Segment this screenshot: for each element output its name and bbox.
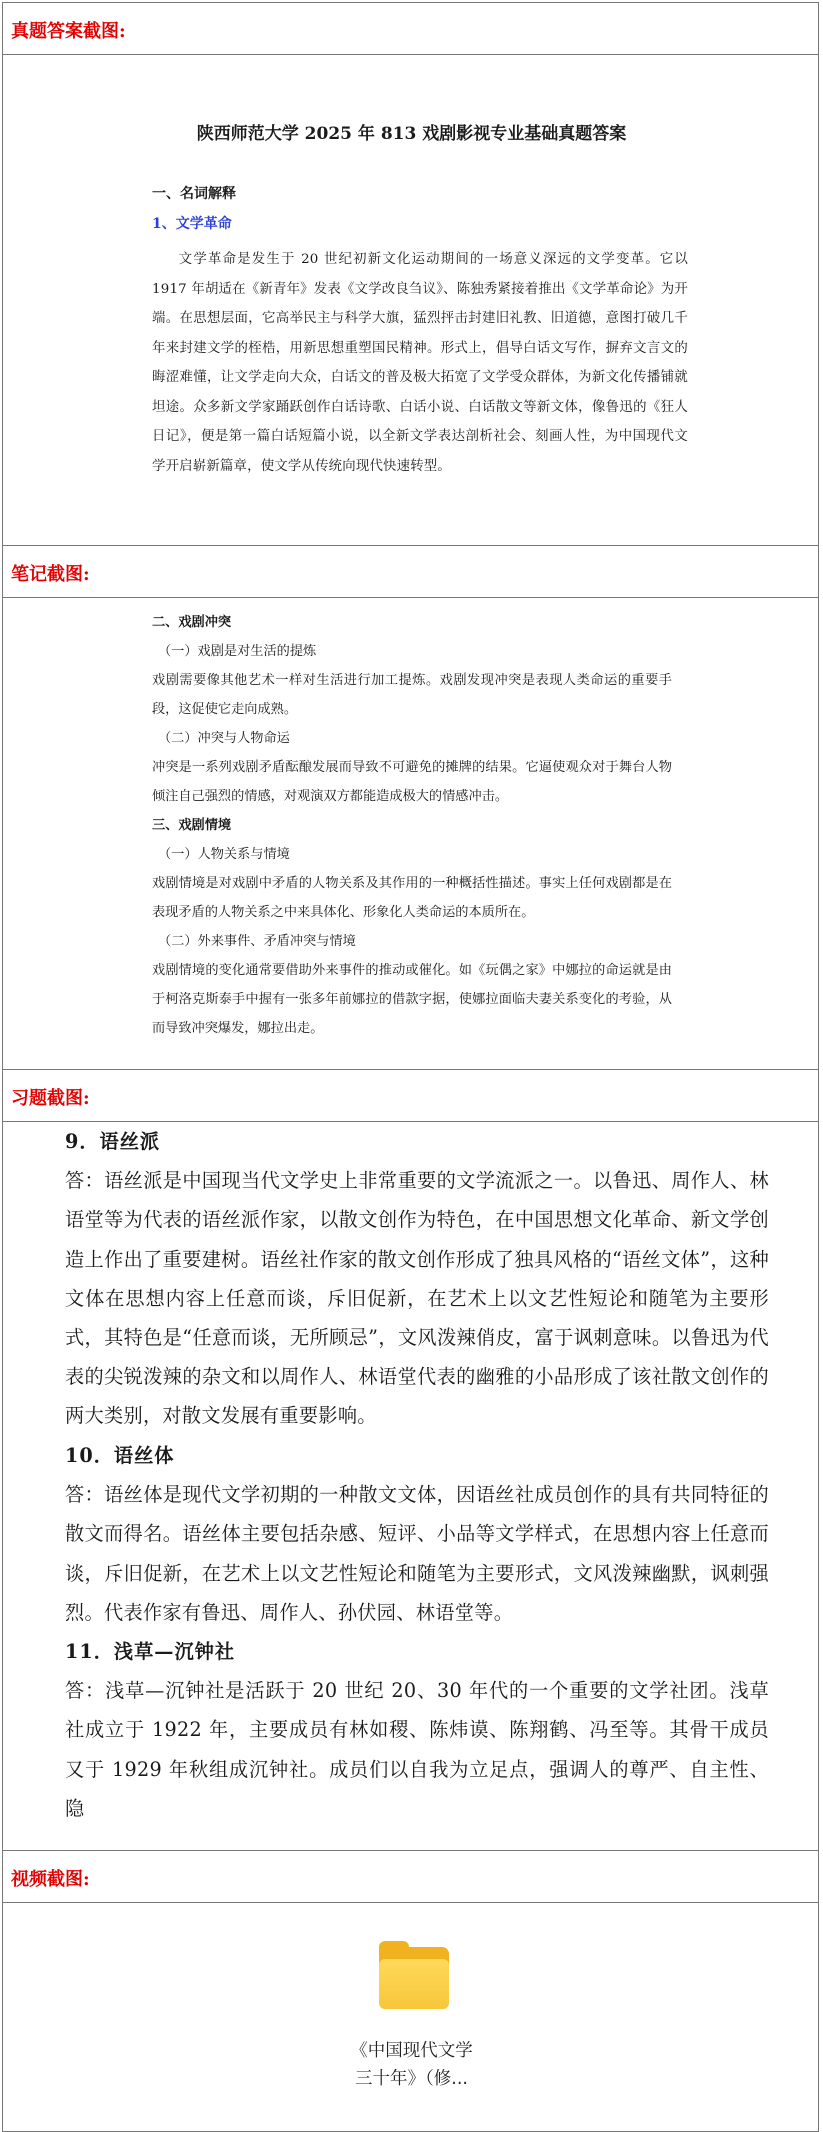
answer-heading: 一、名词解释 xyxy=(152,186,236,202)
exercise-item xyxy=(65,1122,769,1436)
notes-paragraph: 冲突是一系列戏剧矛盾酝酿发展而导致不可避免的摊牌的结果。它逼使观众对于舞台人物倾注自己强烈的情感，对观演双方都能造成极大的情感冲击。 xyxy=(152,760,672,804)
notes-subheading: （一）人物关系与情境 xyxy=(158,847,290,862)
exercise-title: 10．语丝体 xyxy=(65,1444,175,1467)
exercise-item xyxy=(65,1632,769,1828)
page xyxy=(2,2,821,2089)
notes-screenshot-section xyxy=(2,545,819,1069)
notes-subheading: （一）戏剧是对生活的提炼 xyxy=(158,644,317,659)
notes-paragraph: 戏剧需要像其他艺术一样对生活进行加工提炼。戏剧发现冲突是表现人类命运的重要手段，这促使它走向成熟。 xyxy=(152,673,672,717)
video-screenshot-section xyxy=(2,1850,819,2132)
notes-section-header: 笔记截图: xyxy=(3,546,818,598)
folder-label-line: 三十年》（修... xyxy=(355,2069,468,2089)
exercises-screenshot-section xyxy=(2,1069,819,1850)
exercise-answer: 答：浅草—沉钟社是活跃于 20 世纪 20、30 年代的一个重要的文学社团。浅草社成立于 1922 年，主要成员有林如稷、陈炜谟、陈翔鹤、冯至等。其骨干成员又于 1929 年秋组成沉钟社。成员们以自我为立足点，强调人的尊严、自主性、隐 xyxy=(65,1679,769,1820)
video-section-body xyxy=(3,1903,818,2131)
notes-paragraph: 戏剧情境是对戏剧中矛盾的人物关系及其作用的一种概括性描述。事实上任何戏剧都是在表现矛盾的人物关系之中来具体化、形象化人类命运的本质所在。 xyxy=(152,876,672,920)
document-title: 陕西师范大学 2025 年 813 戏剧影视专业基础真题答案 xyxy=(196,124,627,144)
exercise-item xyxy=(65,1436,769,1632)
notes-subheading: （二）冲突与人物命运 xyxy=(158,731,290,746)
folder-label-line: 《中国现代文学 xyxy=(350,2041,473,2061)
exercises-section-header: 习题截图: xyxy=(3,1070,818,1122)
notes-heading: 三、戏剧情境 xyxy=(152,818,232,833)
exercise-answer: 答：语丝体是现代文学初期的一种散文文体，因语丝社成员创作的具有共同特征的散文而得名。语丝体主要包括杂感、短评、小品等文学样式，在思想内容上任意而谈，斥旧促新，在艺术上以文艺性短论和随笔为主要形式，文风泼辣幽默，讽刺强烈。代表作家有鲁迅、周作人、孙伏园、林语堂等。 xyxy=(65,1483,769,1624)
answer-screenshot-section xyxy=(2,2,819,545)
exercise-title: 9．语丝派 xyxy=(65,1130,161,1153)
folder-icon[interactable] xyxy=(379,1947,449,2009)
answer-subheading: 1、文学革命 xyxy=(152,216,232,232)
exercise-answer: 答：语丝派是中国现当代文学史上非常重要的文学流派之一。以鲁迅、周作人、林语堂等为代表的语丝派作家，以散文创作为特色，在中国思想文化革命、新文学创造上作出了重要建树。语丝社作家的散文创作形成了独具风格的“语丝文体”，这种文体在思想内容上任意而谈，斥旧促新，在艺术上以文艺性短论和随笔为主要形式，其特色是“任意而谈，无所顾忌”，文风泼辣俏皮，富于讽刺意味。以鲁迅为代表的尖锐泼辣的杂文和以周作人、林语堂代表的幽雅的小品形成了该社散文创作的两大类别，对散文发展有重要影响。 xyxy=(65,1169,769,1428)
notes-subheading: （二）外来事件、矛盾冲突与情境 xyxy=(158,934,356,949)
notes-heading: 二、戏剧冲突 xyxy=(152,615,232,630)
notes-section-body xyxy=(3,598,818,1069)
exercise-title: 11．浅草—沉钟社 xyxy=(65,1640,236,1663)
notes-paragraph: 戏剧情境的变化通常要借助外来事件的推动或催化。如《玩偶之家》中娜拉的命运就是由于柯洛克斯泰手中握有一张多年前娜拉的借款字据，使娜拉面临夫妻关系变化的考验，从而导致冲突爆发，娜拉出走。 xyxy=(152,963,672,1036)
exercises-section-body xyxy=(3,1122,818,1850)
answer-section-body xyxy=(3,55,818,545)
video-section-header: 视频截图: xyxy=(3,1851,818,1903)
answer-paragraph: 文学革命是发生于 20 世纪初新文化运动期间的一场意义深远的文学变革。它以 1917 年胡适在《新青年》发表《文学改良刍议》、陈独秀紧接着推出《文学革命论》为开端。在思想层面，它高举民主与科学大旗，猛烈抨击封建旧礼教、旧道德，意图打破几千年来封建文学的桎梏，用新思想重塑国民精神。形式上，倡导白话文写作，摒弃文言文的晦涩难懂，让文学走向大众，白话文的普及极大拓宽了文学受众群体，为新文化传播铺就坦途。众多新文学家踊跃创作白话诗歌、白话小说、白话散文等新文体，像鲁迅的《狂人日记》，便是第一篇白话短篇小说，以全新文学表达剖析社会、刻画人性，为中国现代文学开启崭新篇章，使文学从传统向现代快速转型。 xyxy=(152,252,688,474)
answer-section-header: 真题答案截图: xyxy=(3,3,818,55)
folder-label[interactable] xyxy=(3,2037,818,2093)
